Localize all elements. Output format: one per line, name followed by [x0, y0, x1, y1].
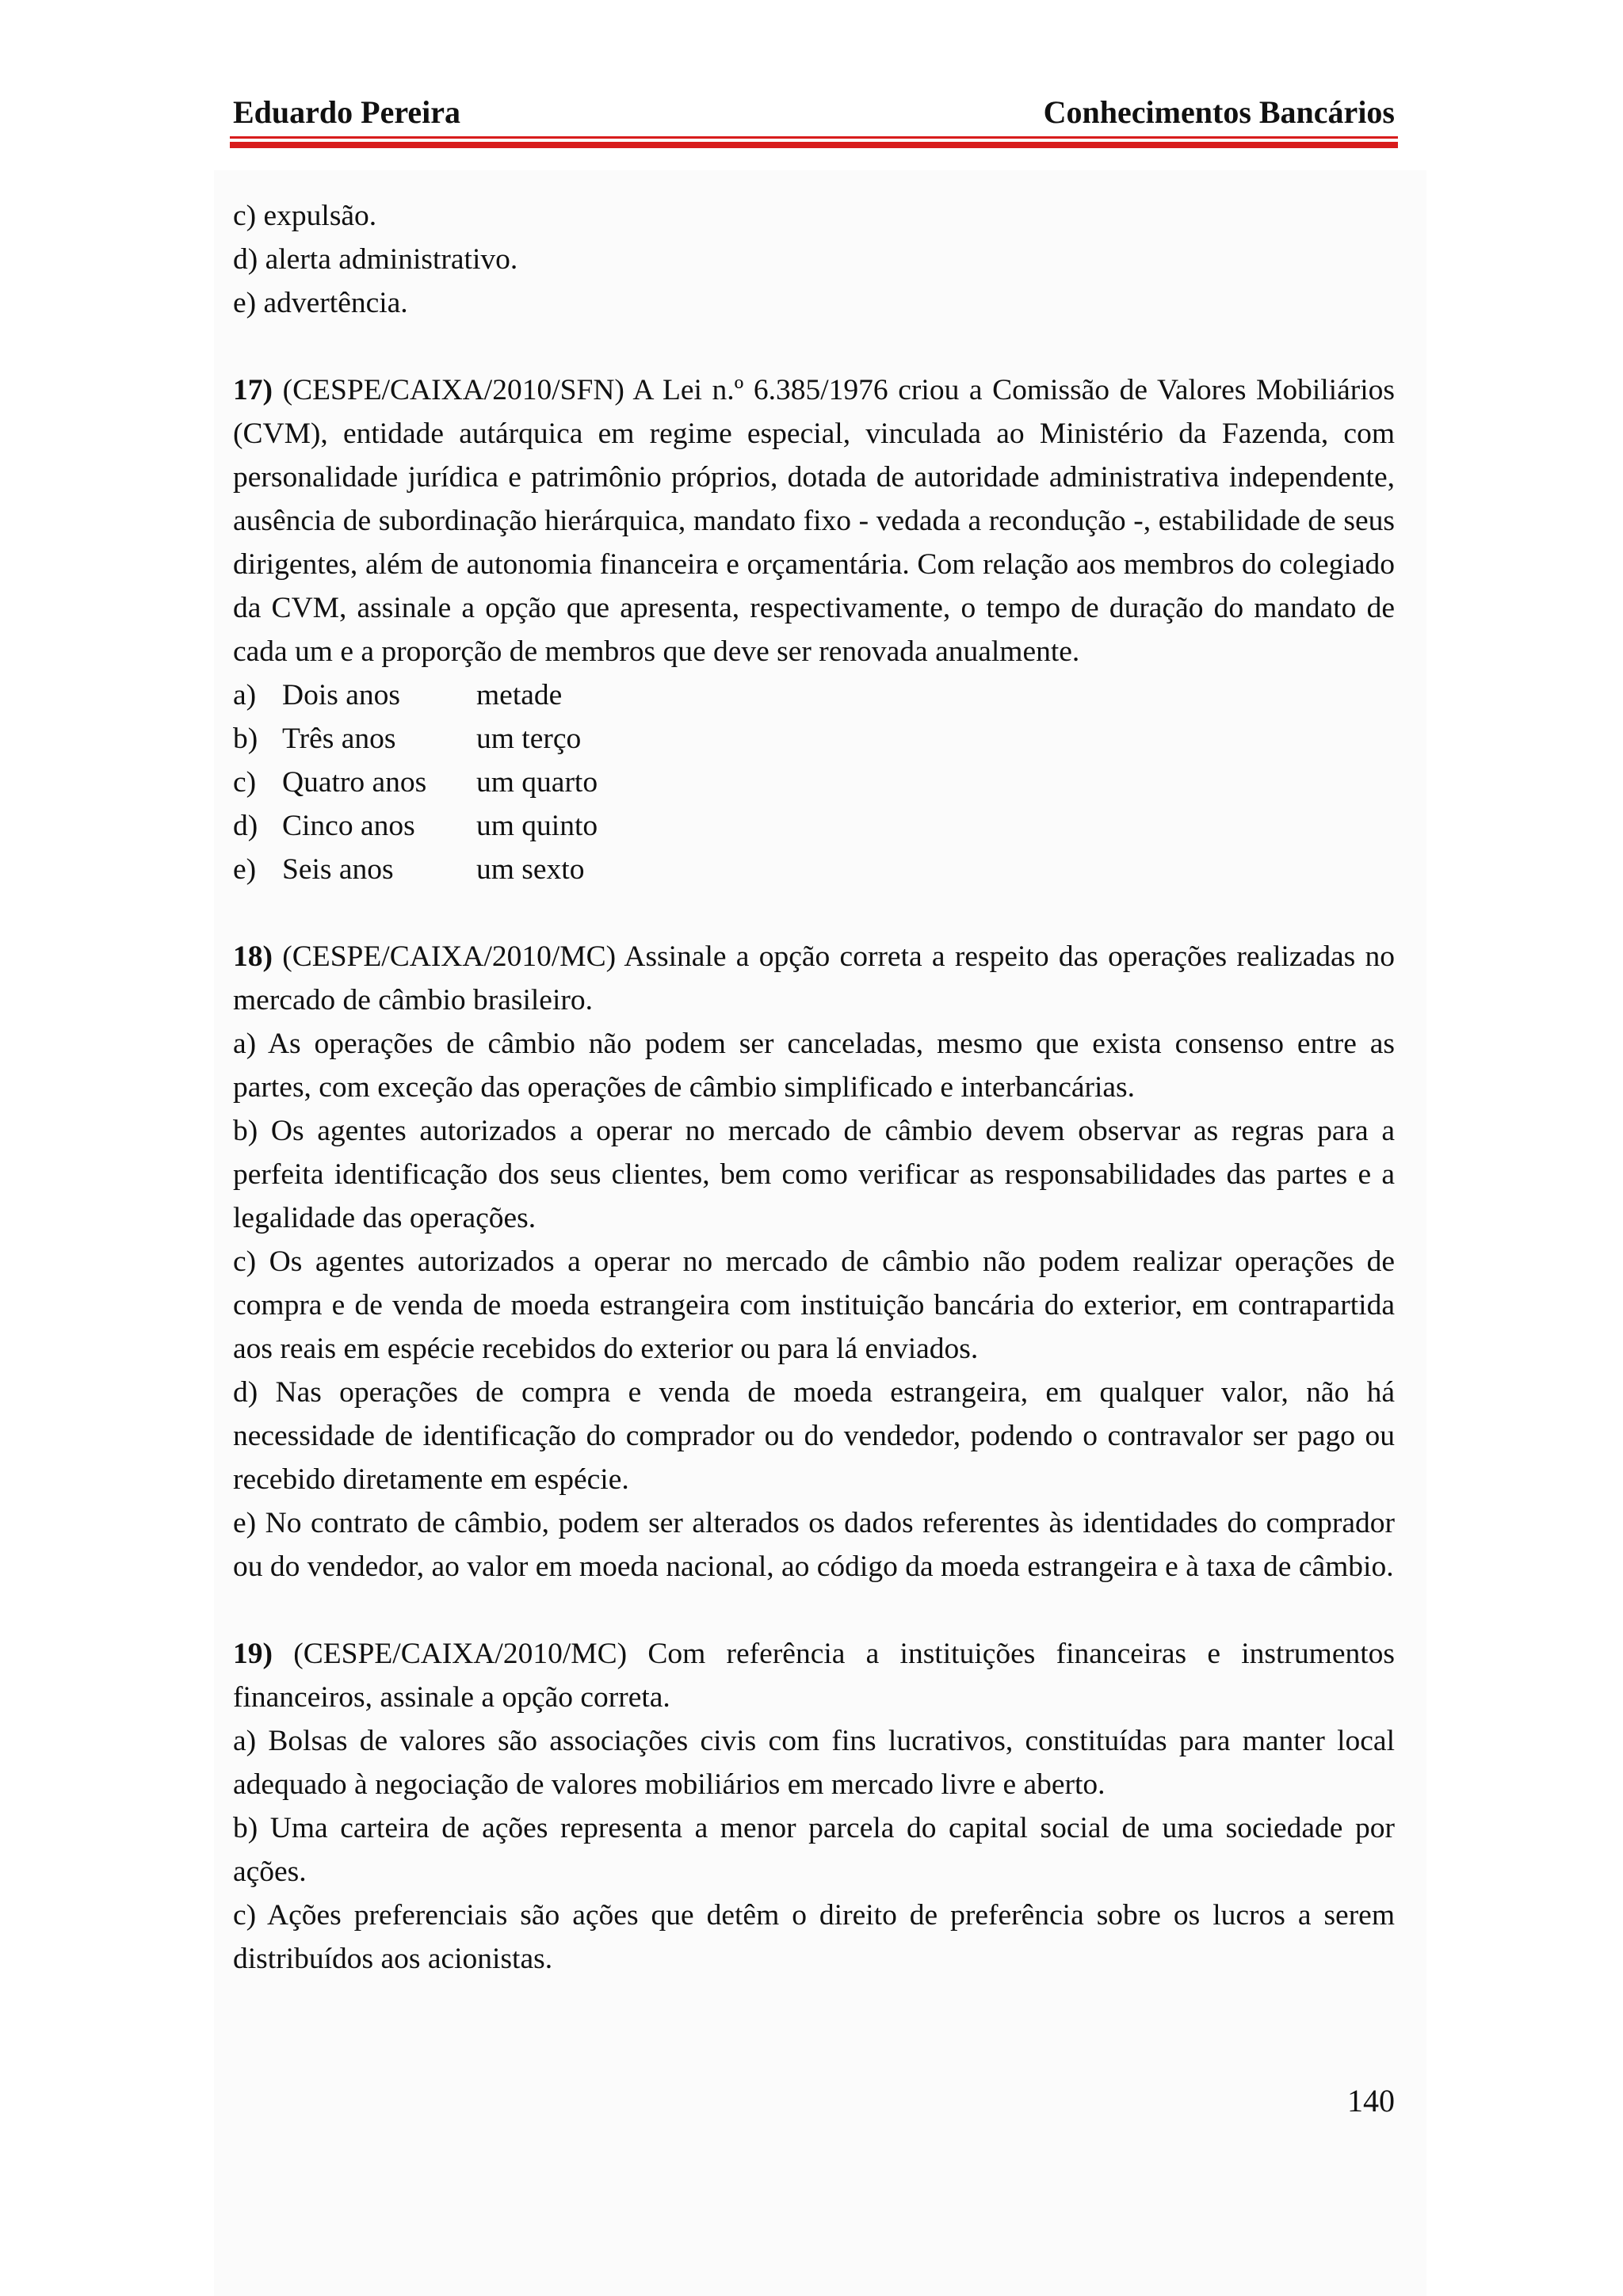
q17-option-a — [233, 673, 1395, 717]
option-share: um quinto — [476, 810, 598, 842]
option-term: Quatro anos — [282, 766, 427, 799]
question-18-text: (CESPE/CAIXA/2010/MC) Assinale a opção correta a respeito das operações realizadas no mercado de câmbio brasileiro. — [233, 940, 1395, 1016]
q19-option-b: b) Uma carteira de ações representa a menor parcela do capital social de uma sociedade por ações. — [233, 1812, 1395, 1888]
option-letter: e) — [233, 853, 257, 886]
page-body — [233, 194, 1395, 1981]
header-subject: Conhecimentos Bancários — [1043, 94, 1395, 130]
header-rule-thin — [230, 136, 1398, 139]
option-term: Dois anos — [282, 679, 400, 711]
q19-option-a: a) Bolsas de valores são associações civis com fins lucrativos, constituídas para manter local adequado à negociação de valores mobiliários em mercado livre e aberto. — [233, 1725, 1395, 1801]
option-term: Cinco anos — [282, 810, 415, 842]
q17-option-c — [233, 761, 1395, 804]
option-share: um quarto — [476, 766, 598, 799]
header-rule-thick — [230, 142, 1398, 148]
question-19-text: (CESPE/CAIXA/2010/MC) Com referência a instituições financeiras e instrumentos financeiros, assinale a opção correta. — [233, 1638, 1395, 1714]
question-17-text: (CESPE/CAIXA/2010/SFN) A Lei n.º 6.385/1976 criou a Comissão de Valores Mobiliários (CVM), entidade autárquica em regime especial, vinculada ao Ministério da Fazenda, com personalidade jurídica e patrimônio próprios, dotada de autoridade administrativa independente, ausência de subordinação hierárquica, mandato fixo - vedada a recondução -, estabilidade de seus dirigentes, além de autonomia financeira e orçamentária. Com relação aos membros do colegiado da CVM, assinale a opção que apresenta, respectivamente, o tempo de duração do mandato de cada um e a proporção de membros que deve ser renovada anualmente. — [233, 374, 1395, 668]
q18-option-c: c) Os agentes autorizados a operar no mercado de câmbio não podem realizar operações de compra e de venda de moeda estrangeira com instituição bancária do exterior, em contrapartida aos reais em espécie recebidos do exterior ou para lá enviados. — [233, 1245, 1395, 1365]
option-term: Três anos — [282, 723, 396, 755]
option-share: um sexto — [476, 853, 585, 886]
header-divider — [230, 136, 1398, 148]
header-author: Eduardo Pereira — [233, 94, 461, 130]
prev-option-e: e) advertência. — [233, 287, 408, 319]
option-letter: a) — [233, 679, 257, 711]
page-header — [233, 93, 1395, 131]
q17-option-e — [233, 848, 1395, 891]
question-17 — [233, 368, 1395, 673]
q18-option-e: e) No contrato de câmbio, podem ser alterados os dados referentes às identidades do comprador ou do vendedor, ao valor em moeda nacional, ao código da moeda estrangeira e à taxa de câmbio. — [233, 1507, 1395, 1583]
option-term: Seis anos — [282, 853, 394, 886]
question-17-number: 17) — [233, 374, 273, 406]
question-18-number: 18) — [233, 940, 273, 973]
q18-option-d: d) Nas operações de compra e venda de moeda estrangeira, em qualquer valor, não há necessidade de identificação do comprador ou do vendedor, podendo o contravalor ser pago ou recebido diretamente em espécie. — [233, 1376, 1395, 1496]
option-share: um terço — [476, 723, 582, 755]
prev-option-d: d) alerta administrativo. — [233, 243, 518, 276]
option-letter: b) — [233, 723, 258, 755]
question-19 — [233, 1632, 1395, 1719]
question-18 — [233, 935, 1395, 1022]
q17-option-b — [233, 717, 1395, 761]
q17-option-d — [233, 804, 1395, 848]
option-letter: d) — [233, 810, 258, 842]
option-share: metade — [476, 679, 563, 711]
q18-option-b: b) Os agentes autorizados a operar no mercado de câmbio devem observar as regras para a perfeita identificação dos seus clientes, bem como verificar as responsabilidades das partes e a legalidade das operações. — [233, 1115, 1395, 1234]
q19-option-c: c) Ações preferenciais são ações que detêm o direito de preferência sobre os lucros a serem distribuídos aos acionistas. — [233, 1899, 1395, 1975]
question-19-number: 19) — [233, 1638, 273, 1670]
option-letter: c) — [233, 766, 257, 799]
page-number: 140 — [1347, 2083, 1395, 2119]
q18-option-a: a) As operações de câmbio não podem ser canceladas, mesmo que exista consenso entre as partes, com exceção das operações de câmbio simplificado e interbancárias. — [233, 1028, 1395, 1104]
prev-option-c: c) expulsão. — [233, 200, 377, 232]
